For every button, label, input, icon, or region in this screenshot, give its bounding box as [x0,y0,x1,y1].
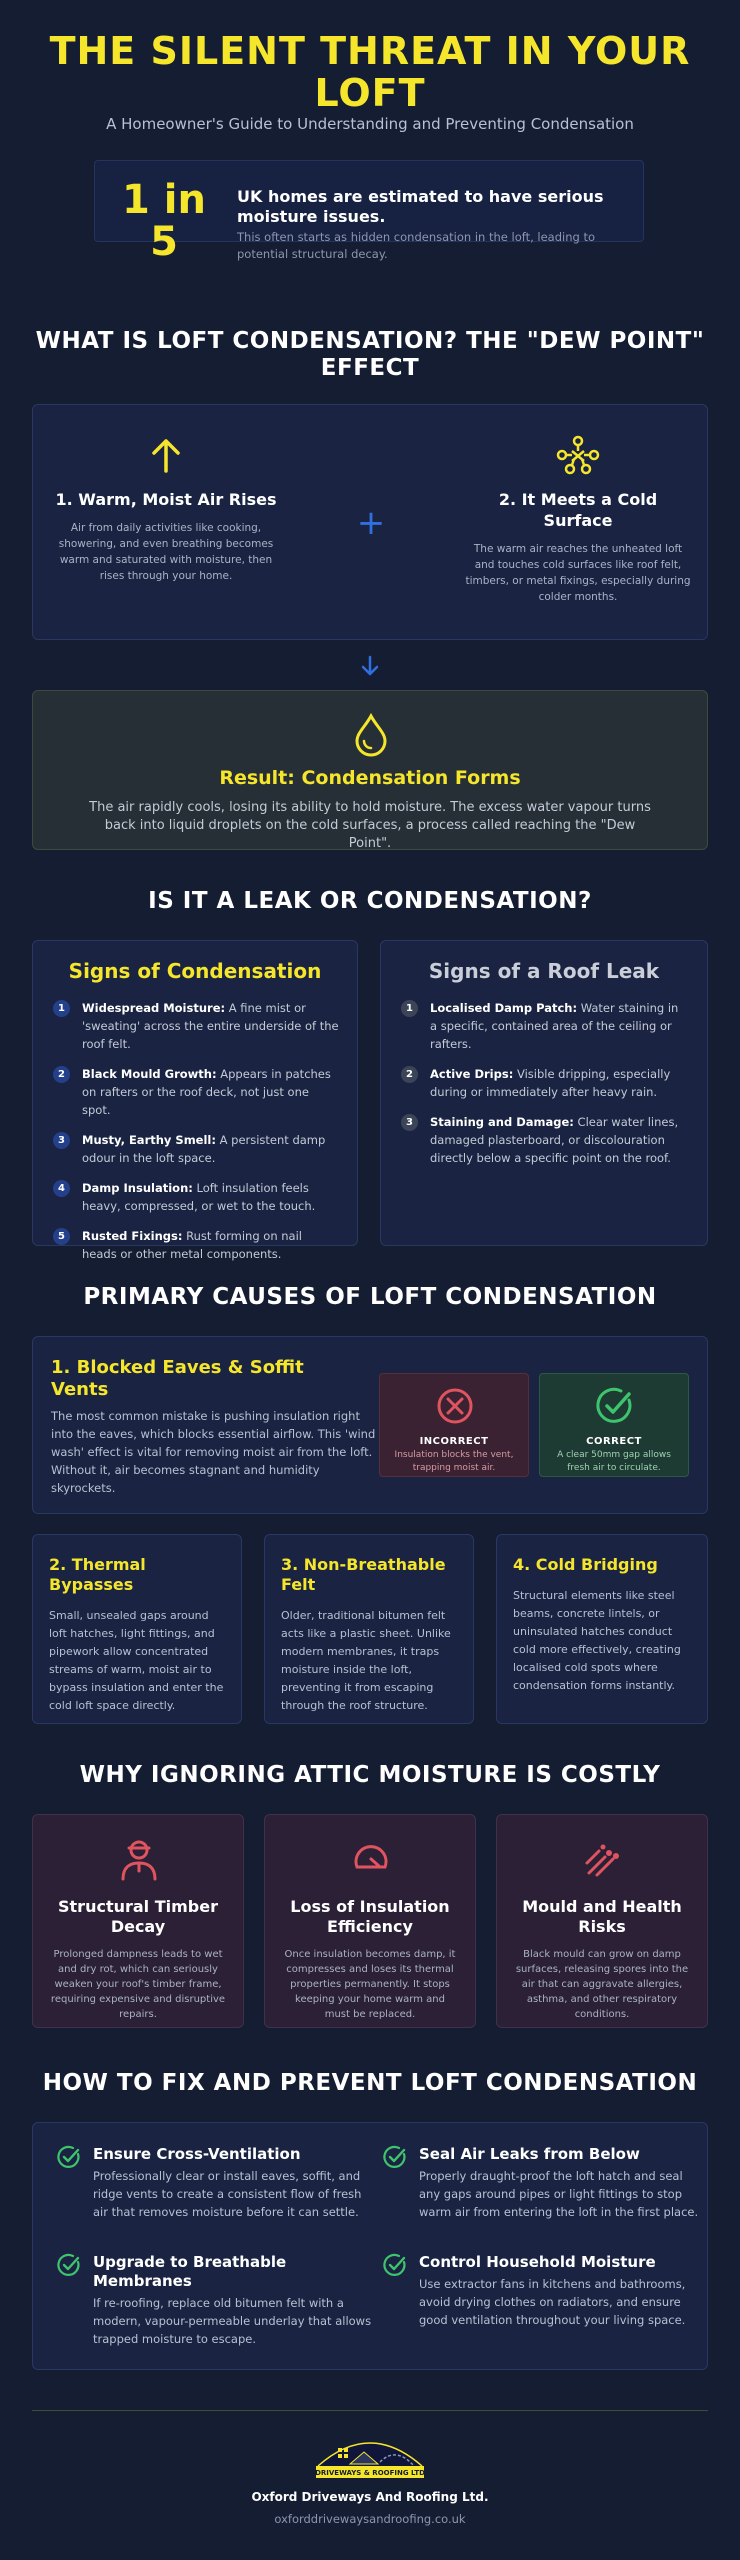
condensation-sign-item-body [82,999,339,1053]
leak-sign-item-body [430,999,689,1053]
correct-panel [539,1373,689,1477]
stat-headline: UK homes are estimated to have serious moisture issues. [237,187,604,226]
droplet-icon [351,713,391,757]
page-subtitle: A Homeowner's Guide to Understanding and Preventing Condensation [106,115,634,133]
cause-3-title: 3. Non-Breathable Felt [281,1555,446,1594]
logo-text: DRIVEWAYS & ROOFING LTD [315,2469,425,2477]
list-number-badge: 1 [53,1000,70,1017]
stat-note: This often starts as hidden condensation in the loft, leading to potential structural decay. [237,230,595,261]
check-circle-icon [383,2253,407,2277]
condensation-sign-item-text: A persistent damp odour in the loft space. [82,1133,326,1165]
cause-card-3 [264,1534,474,1724]
condensation-sign-item-label: Widespread Moisture: [82,1001,226,1015]
compare-title: IS IT A LEAK OR CONDENSATION? [148,888,592,914]
dew-point-card [32,404,708,640]
leak-sign-item-label: Staining and Damage: [430,1115,574,1129]
cause-2-title: 2. Thermal Bypasses [49,1555,146,1594]
dew-step-2-text: The warm air reaches the unheated loft and touches cold surfaces like roof felt, timbers, or metal fixings, especially during colder months. [465,543,691,603]
fixes-title: HOW TO FIX AND PREVENT LOFT CONDENSATION [42,2070,698,2096]
condensation-sign-item [53,1179,339,1215]
check-circle-icon [595,1386,635,1426]
cost-insulation-text: Once insulation becomes damp, it compresses and loses its thermal properties permanently. It stops keeping your home warm and must be replaced. [284,1949,456,2020]
condensation-sign-item-label: Black Mould Growth: [82,1067,217,1081]
dew-step-2 [463,435,693,605]
leak-sign-item [401,1065,689,1101]
plus-symbol: + [356,503,386,543]
company-name: Oxford Driveways And Roofing Ltd. [251,2490,489,2504]
cost-timber-text: Prolonged dampness leads to wet and dry rot, which can seriously weaken your roof's timber frame, requiring expensive and disruptive repairs. [50,1949,226,2020]
condensation-sign-item-body [82,1227,339,1263]
spores-icon [583,1839,623,1879]
result-text: The air rapidly cools, losing its ability to hold moisture. The excess water vapour turns back into liquid droplets on the cold surfaces, a process called reaching the "Dew Point". [89,800,651,851]
page-title: THE SILENT THREAT IN YOUR LOFT [49,29,691,115]
fix-seal-text: Properly draught-proof the loft hatch and seal any gaps around pipes or light fittings to stop warm air from entering the loft in the first place. [419,2169,699,2219]
list-number-badge: 1 [401,1000,418,1017]
main-cause-card [32,1336,708,1514]
condensation-signs-card [32,940,358,1261]
cost-mould-text: Black mould can grow on damp surfaces, releasing spores into the air that can aggravate allergies, asthma, and other respiratory conditions. [515,1949,689,2020]
list-number-badge: 4 [53,1180,70,1197]
cost-insulation-title: Loss of Insulation Efficiency [290,1897,450,1936]
dew-step-2-title: 2. It Meets a Cold Surface [498,490,658,530]
cause-card-4 [496,1534,708,1724]
list-number-badge: 2 [53,1066,70,1083]
fix-ventilation-text: Professionally clear or install eaves, soffit, and ridge vents to create a consistent flow of fresh air that removes moisture before it can settle. [93,2169,362,2219]
fix-moisture-text: Use extractor fans in kitchens and bathrooms, avoid drying clothes on radiators, and ensure good ventilation throughout your living space. [419,2277,686,2327]
condensation-signs-list [53,999,339,1263]
fix-membranes-text: If re-roofing, replace old bitumen felt with a modern, vapour-permeable underlay that allows trapped moisture to escape. [93,2296,372,2346]
leak-sign-item-text: Visible dripping, especially during or immediately after heavy rain. [430,1067,671,1099]
gauge-icon [351,1839,391,1879]
cause-4-text: Structural elements like steel beams, concrete lintels, or uninsulated hatches conduct cold more effectively, creating localised cold spots where condensation forms instantly. [513,1589,681,1692]
incorrect-label: INCORRECT [419,1436,489,1447]
fix-moisture-title: Control Household Moisture [419,2253,656,2271]
cost-card-timber [32,1814,244,2028]
cost-mould-title: Mould and Health Risks [522,1897,682,1936]
condensation-sign-item-text: Rust forming on nail heads or other metal components. [82,1229,302,1261]
fix-membranes-title: Upgrade to Breathable Membranes [93,2253,287,2290]
fixes-card [32,2122,708,2370]
worker-icon [119,1837,159,1881]
cross-circle-icon [435,1386,475,1426]
company-logo [310,2426,430,2482]
fix-ventilation [93,2145,373,2221]
leak-sign-item-text: Water staining in a specific, contained area of the ceiling or rafters. [430,1001,679,1051]
condensation-sign-item [53,1131,339,1167]
dew-step-1-title: 1. Warm, Moist Air Rises [55,490,277,509]
condensation-sign-item-label: Rusted Fixings: [82,1229,183,1243]
list-number-badge: 5 [53,1228,70,1245]
leak-sign-item-label: Active Drips: [430,1067,514,1081]
main-cause-title: 1. Blocked Eaves & Soffit Vents [51,1357,304,1400]
fix-membranes [93,2253,373,2348]
arrow-up-icon [146,435,186,475]
cost-timber-title: Structural Timber Decay [58,1897,218,1936]
condensation-sign-item-label: Musty, Earthy Smell: [82,1133,216,1147]
cause-card-2 [32,1534,242,1724]
leak-sign-item-body [430,1113,689,1167]
leak-sign-item-label: Localised Damp Patch: [430,1001,578,1015]
condensation-sign-item-text: Loft insulation feels heavy, compressed, or wet to the touch. [82,1181,316,1213]
leak-sign-item-text: Clear water lines, damaged plasterboard, or discolouration directly below a specific point on the roof. [430,1115,679,1165]
result-title: Result: Condensation Forms [219,767,521,789]
check-circle-icon [57,2145,81,2169]
correct-label: CORRECT [586,1436,642,1447]
incorrect-panel [379,1373,529,1477]
molecule-icon [556,435,600,475]
condensation-sign-item [53,999,339,1053]
dew-step-1 [51,435,281,584]
condensation-sign-item-label: Damp Insulation: [82,1181,193,1195]
leak-sign-item-body [430,1065,689,1101]
condensation-signs-title: Signs of Condensation [68,959,322,983]
leak-signs-list [401,999,689,1167]
condensation-sign-item-text: A fine mist or 'sweating' across the entire underside of the roof felt. [82,1001,339,1051]
condensation-sign-item-body [82,1179,339,1215]
cost-card-insulation [264,1814,476,2028]
condensation-sign-item-body [82,1131,339,1167]
list-number-badge: 3 [401,1114,418,1131]
cause-3-text: Older, traditional bitumen felt acts like a plastic sheet. Unlike modern membranes, it traps moisture inside the loft, preventing it from escaping through the roof structure. [281,1609,451,1712]
leak-signs-card [380,940,708,1246]
fix-moisture [419,2253,699,2329]
main-cause-text: The most common mistake is pushing insulation right into the eaves, which blocks essential airflow. This 'wind wash' effect is vital for removing moist air from the loft. Without it, air becomes stagnant and humidity skyrockets. [51,1409,376,1495]
check-circle-icon [57,2253,81,2277]
arrow-down-icon [358,654,382,678]
company-url[interactable]: oxforddrivewaysandroofing.co.uk [274,2512,466,2526]
cost-card-mould [496,1814,708,2028]
list-number-badge: 3 [53,1132,70,1149]
footer-divider [32,2410,708,2411]
causes-title: PRIMARY CAUSES OF LOFT CONDENSATION [83,1284,657,1310]
fix-ventilation-title: Ensure Cross-Ventilation [93,2145,301,2163]
correct-text: A clear 50mm gap allows fresh air to circulate. [557,1450,671,1473]
condensation-sign-item-text: Appears in patches on rafters or the roof deck, not just one spot. [82,1067,331,1117]
cause-4-title: 4. Cold Bridging [513,1555,658,1574]
stat-box [94,160,644,265]
leak-sign-item [401,1113,689,1167]
stat-number: 1 in 5 [122,177,206,265]
condensation-sign-item [53,1227,339,1263]
cause-2-text: Small, unsealed gaps around loft hatches, light fittings, and pipework allow concentrated streams of warm, moist air to bypass insulation and enter the cold loft space directly. [49,1609,224,1712]
dew-step-1-text: Air from daily activities like cooking, showering, and even breathing becomes warm and saturated with moisture, then rises through your home. [58,522,274,582]
list-number-badge: 2 [401,1066,418,1083]
fix-seal-title: Seal Air Leaks from Below [419,2145,640,2163]
result-box [32,690,708,850]
condensation-sign-item-body [82,1065,339,1119]
costly-title: WHY IGNORING ATTIC MOISTURE IS COSTLY [79,1762,661,1788]
fix-seal-leaks [419,2145,699,2221]
incorrect-text: Insulation blocks the vent, trapping moist air. [394,1450,514,1473]
dew-point-title: WHAT IS LOFT CONDENSATION? THE "DEW POINT" EFFECT [35,328,705,381]
check-circle-icon [383,2145,407,2169]
leak-sign-item [401,999,689,1053]
condensation-sign-item [53,1065,339,1119]
leak-signs-title: Signs of a Roof Leak [428,959,660,983]
